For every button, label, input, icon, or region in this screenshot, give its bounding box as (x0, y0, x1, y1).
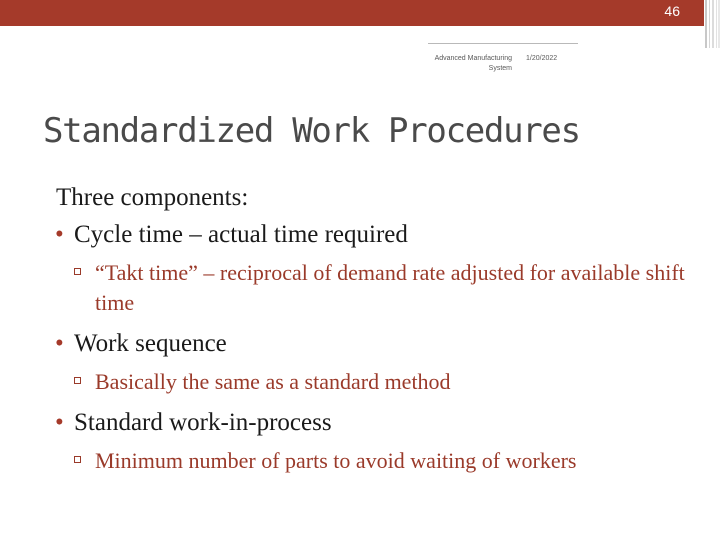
bullet-dot-icon: • (55, 330, 64, 357)
bullet-list (55, 219, 695, 476)
sub-bullet-standard-method (55, 367, 695, 397)
square-bullet-icon (74, 268, 81, 275)
sub-bullet-minimum-parts (55, 446, 695, 476)
square-bullet-icon (74, 377, 81, 384)
bullet-work-sequence (55, 328, 695, 359)
bullet-dot-icon: • (55, 221, 64, 248)
header-course-title: Advanced Manufacturing System (434, 55, 512, 72)
sub-bullet-takt-time (55, 258, 695, 318)
sub-bullet-text: “Takt time” – reciprocal of demand rate adjusted for available shift time (95, 260, 685, 315)
bullet-standard-wip (55, 407, 695, 438)
sub-bullet-text: Basically the same as a standard method (95, 369, 451, 394)
top-banner (0, 0, 704, 26)
slide-title: Standardized Work Procedures (43, 111, 580, 151)
bullet-cycle-time (55, 219, 695, 250)
bullet-text: Standard work-in-process (74, 409, 332, 436)
bullet-text: Cycle time – actual time required (74, 221, 408, 248)
bullet-text: Work sequence (74, 330, 227, 357)
square-bullet-icon (74, 456, 81, 463)
bullet-dot-icon: • (55, 409, 64, 436)
header-date: 1/20/2022 (526, 55, 558, 62)
header-rule (428, 43, 578, 44)
intro-text: Three components: (56, 184, 249, 211)
corner-decoration (705, 0, 720, 48)
slide-number: 46 (664, 3, 680, 19)
sub-bullet-text: Minimum number of parts to avoid waiting of workers (95, 448, 577, 473)
